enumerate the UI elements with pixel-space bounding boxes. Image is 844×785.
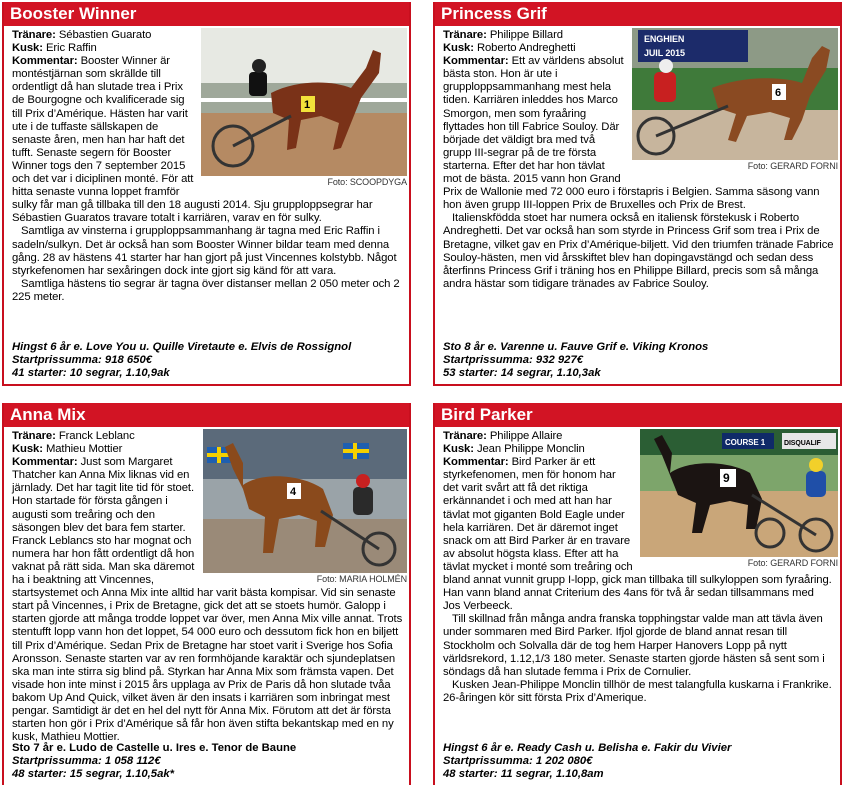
track-sign-text: ENGHIEN — [644, 34, 685, 44]
comment-paragraph-3: Kusken Jean-Philippe Monclin tillhör de mest talangfulla kuskarna i Frankrike. 26-åringen kör sitt första Prix d’Amerique. — [443, 678, 832, 704]
trainer-name: Sébastien Guarato — [58, 29, 152, 41]
trotting-horse-photo — [640, 429, 838, 557]
bib-number: 1 — [304, 99, 311, 111]
race-record: 48 starter: 11 segrar, 1.10,8am — [443, 767, 604, 780]
driver-name: Eric Raffin — [45, 42, 97, 55]
horse-name-heading: Bird Parker — [433, 403, 842, 427]
comment-text: Ett av världens absolut bästa ston. Hon är ute i grupploppsammanhang mest hela tiden. Karriären inleddes hos Marco Smorgon, men som fyraåring flyttades hon till Fabrice Souloy. Där började det väldigt bra med två grupp III-segrar på de tre första starterna. Efter det har hon tävlat mot de bästa. 2015 vann hon Grand Prix de Wallonie med 72 000 euro i förstapris i Belgien. Samma säsong vann hon även grupp III-loppen Prix de Bruxelles och Prix de Brest. — [443, 55, 820, 212]
track-sign-text: COURSE 1 — [725, 438, 766, 447]
photo-credit: Foto: SCOOPDYGA — [327, 177, 407, 187]
pedigree: Hingst 6 år e. Ready Cash u. Belisha e. Fakir du Vivier — [443, 741, 732, 754]
comment-text: Bird Parker är ett styrkefenomen, men för honom har det varit svårt att få det riktiga erkännandet i och med att han har tävlat mot giganten Bold Eagle under hela karriären. Det är däremot inget snack om att Bird Parker är en travare av absolut högsta klass. Efter att ha tävlat mycket i monté som treåring och bland annat vunnit grupp I-lopp, gick man tillbaka till sulkyloppen som fyraåring. Han vann bland annat Criterium des 4ans för två år sedan tillsammans med Jos Verbeeck. — [443, 456, 832, 613]
driver-name: Roberto Andreghetti — [476, 42, 576, 55]
horse-stats — [12, 341, 351, 380]
pedigree: Sto 7 år e. Ludo de Castelle u. Ires e. Tenor de Baune — [12, 741, 297, 754]
horse-name-heading: Anna Mix — [2, 403, 411, 427]
horse-card-anna-mix — [2, 403, 411, 785]
horse-stats — [443, 742, 731, 781]
driver-label: Kusk: — [443, 443, 474, 456]
driver-label: Kusk: — [12, 443, 43, 456]
trotting-horse-photo — [203, 429, 407, 573]
horse-name-heading: Booster Winner — [2, 2, 411, 26]
comment-label: Kommentar: — [12, 55, 78, 68]
comment-paragraph-2: Samtliga av vinsterna i grupploppsammanhang är tagna med Eric Raffin i sadeln/sulkyn. Det är också han som Booster Winner bildar team med denna gång. 28 av hästens 41 starter har han gjort på just Vincennes kolstybb. Något styrkefenomen har sexåringen dock inte gjort sig känd för att vara. — [12, 225, 397, 277]
horse-photo — [640, 429, 838, 569]
driver-label: Kusk: — [443, 42, 474, 55]
trainer-label: Tränare: — [443, 29, 487, 41]
horse-card-bird-parker — [433, 403, 842, 785]
photo-credit: Foto: GERARD FORNI — [747, 161, 838, 171]
horse-name-heading: Princess Grif — [433, 2, 842, 26]
trainer-label: Tränare: — [12, 29, 56, 41]
comment-text: Just som Margaret Thatcher kan Anna Mix liknas vid en järnlady. Det har tagit lite tid för stoet. Hon startade för första gången i augusti som treåring och den säsongen blev det bara fem starter. Franck Leblancs sto har mognat och numera har hon fått ordentligt då hon vaknat på rätt sida. Man ska däremot ha i beaktning att Vincennes, startsystemet och Anna Mix inte alltid har varit bästa kompisar. Vid sin senaste start på Vincennes, i Prix de Bretagne, gick det att se stoets humör. Galopp i starten gjorde att många trodde loppet var över, men Anna Mix ville annat. Trots stentufft lopp vann hon det loppet, 54 000 euro och dessutom fick hon en biljett till Prix d’Amérique. Sedan Prix de Bretagne har stoet varit i Sverige hos Sofia Aronsson. Senaste starten var av ren formhöjande karaktär och sjundeplatsen ska man inte stirra sig blind på. Styrkan har Anna Mix som främsta vapen. Det visade hon inte minst i 2015 års upplaga av Prix de Paris då hon slutade tvåa bakom Up And Quick, vilket även är den insats i karriären som inbringat mest pengar. Samtidigt är det en hel del nytt för Anna Mix. Förutom att det är första starten hon gör i Prix d’Amérique så får hon även stifta bekantskap med en ny kusk, Mathieu Mottier. — [12, 456, 403, 744]
race-record: 41 starter: 10 segrar, 1.10,9ak — [12, 366, 170, 379]
horse-card-booster-winner — [2, 2, 411, 386]
driver-label: Kusk: — [12, 42, 43, 55]
comment-paragraph-2: Till skillnad från många andra franska topphingstar valde man att tävla även under sommaren med Bird Parker. Ifjol gjorde de bland annat resan till Stockholm och Solvalla där de tog hem Harper Hanovers Lopp på nytt världsrekord, 1.12,1/3 180 meter. Senaste starten gjorde hästen så sent som i söndags då han slutade femma i Prix de Cornulier. — [443, 613, 825, 678]
pedigree: Hingst 6 år e. Love You u. Quille Viretaute e. Elvis de Rossignol — [12, 340, 352, 353]
earnings: Startprissumma: 1 202 080€ — [443, 754, 593, 767]
photo-credit: Foto: MARIA HOLMÉN — [316, 574, 407, 584]
photo-credit: Foto: GERARD FORNI — [747, 558, 838, 568]
earnings: Startprissumma: 1 058 112€ — [12, 754, 161, 767]
horse-stats — [12, 742, 296, 781]
track-sign-date: JUIL 2015 — [644, 48, 685, 58]
driver-name: Mathieu Mottier — [45, 443, 123, 456]
horse-photo — [203, 429, 407, 585]
trotting-horse-photo — [201, 28, 407, 176]
bib-number: 9 — [723, 471, 730, 485]
horse-photo — [201, 28, 407, 188]
race-record: 48 starter: 15 segrar, 1.10,5ak* — [12, 767, 175, 780]
trainer-name: Philippe Billard — [489, 29, 563, 41]
pedigree: Sto 8 år e. Varenne u. Fauve Grif e. Viking Kronos — [443, 340, 709, 353]
race-record: 53 starter: 14 segrar, 1.10,3ak — [443, 366, 601, 379]
earnings: Startprissumma: 932 927€ — [443, 353, 584, 366]
horse-stats — [443, 341, 708, 380]
comment-paragraph-2: Italienskfödda stoet har numera också en italiensk förstekusk i Roberto Andreghetti. Det var också han som styrde in Princess Grif som trea i Prix de Bretagne, vilket gav en Prix d’Amérique-biljett. Vid den triumfen tränade Fabrice Souloy-hästen, men vid årsskiftet blev han dopingavstängd och sedan dess återfinns Princess Grif i träning hos en Philippe Billard, precis som så många andra hästar som tidigare tränades av Fabrice Souloy. — [443, 212, 834, 290]
horse-card-princess-grif — [433, 2, 842, 386]
trainer-name: Philippe Allaire — [489, 430, 563, 442]
comment-text: Booster Winner är montéstjärnan som skrällde till ordentligt då han slutade trea i Prix de Bourgogne och kvalificerade sig till Prix d’Amérique. Hästen har varit ute i de tuffaste sällskapen de senaste åren, men han har haft det tufft. Senaste segern för Booster Winner togs den 7 september 2015 och det var i diciplinen monté. För att hitta senaste vunna loppet framför sulky får man gå tillbaka till den 18 augusti 2014. Sju grupploppsegrar har Sébastien Guaratos travare totalt i karriären, varav en för sulky. — [12, 55, 373, 225]
trotting-horse-photo — [632, 28, 838, 160]
horse-photo — [632, 28, 838, 172]
bib-number: 6 — [775, 87, 782, 99]
comment-label: Kommentar: — [12, 456, 78, 469]
track-sign-text-2: DISQUALIF — [784, 440, 821, 447]
comment-label: Kommentar: — [443, 55, 509, 68]
trainer-label: Tränare: — [12, 430, 56, 442]
driver-name: Jean Philippe Monclin — [476, 443, 585, 456]
comment-label: Kommentar: — [443, 456, 509, 469]
comment-paragraph-3: Samtliga hästens tio segrar är tagna över distanser mellan 2 050 meter och 2 225 meter. — [12, 277, 400, 303]
earnings: Startprissumma: 918 650€ — [12, 353, 153, 366]
trainer-name: Franck Leblanc — [58, 430, 135, 442]
trainer-label: Tränare: — [443, 430, 487, 442]
bib-number: 4 — [290, 486, 297, 498]
